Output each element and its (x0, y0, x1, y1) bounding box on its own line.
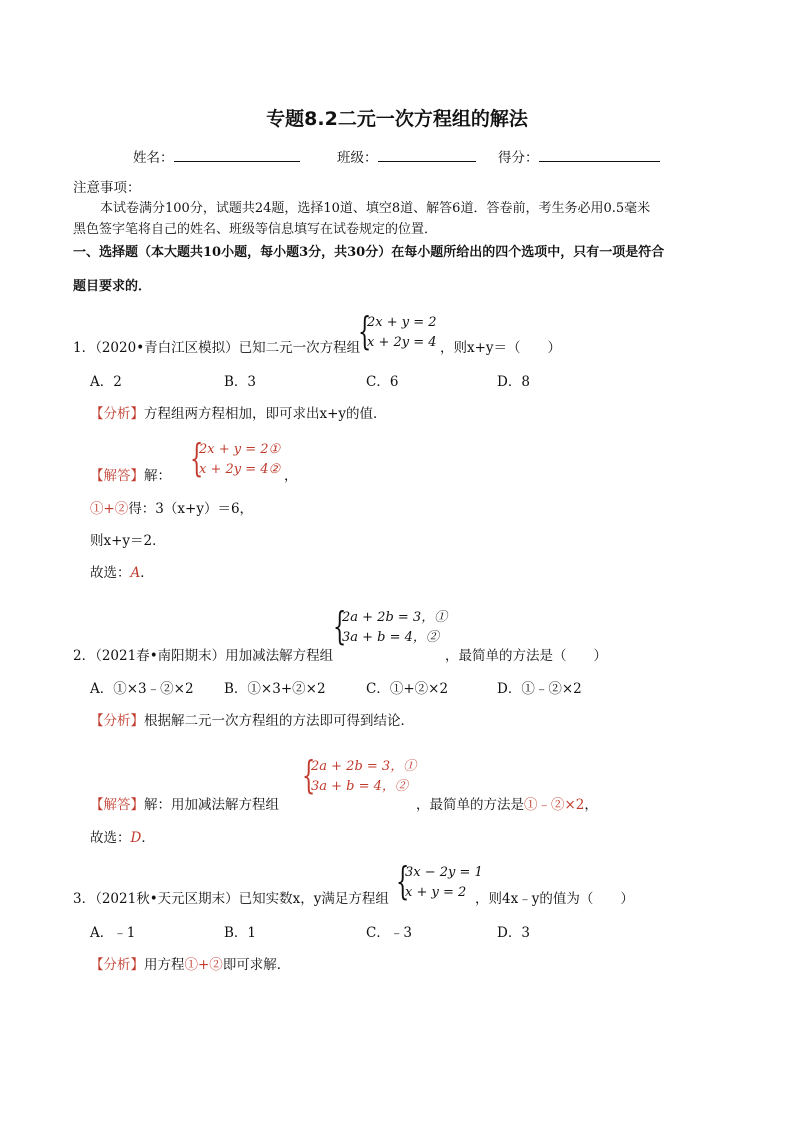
class-blank[interactable] (378, 147, 476, 162)
q2-option-a[interactable]: A．①×3﹣②×2 (90, 681, 194, 697)
solution-prefix: 解： (144, 468, 171, 484)
q2-sol-eq2: 3a + b = 4，② (311, 779, 408, 794)
brace-glyph: { (302, 753, 316, 797)
brace-glyph: { (396, 859, 410, 903)
solution-prefix: 解：用加减法解方程组 (144, 797, 279, 813)
answer-label: 故选： (90, 830, 131, 846)
q2-sol-eq1: 2a + 2b = 3，① (311, 759, 417, 774)
q2-solution-left (90, 795, 279, 815)
q1-sol-eq1: 2x + y = 2① (199, 442, 281, 457)
q2-stem-prefix: 2．（2021春•南阳期末）用加减法解方程组 (73, 648, 334, 664)
q1-answer (90, 563, 154, 583)
q2-analysis (90, 711, 414, 731)
brace-glyph: { (190, 436, 204, 480)
q1-solution-tag-line (90, 466, 171, 486)
solution-tag: 【解答】 (90, 468, 144, 484)
section-heading-line1: 一、选择题（本大题共10小题，每小题3分，共30分）在每小题所给出的四个选项中，只有一项是符合 (73, 245, 665, 260)
analysis-suffix: 即可求解． (222, 957, 291, 973)
answer-end: ． (141, 830, 155, 846)
q1-sol-eq2: x + 2y = 4② (199, 462, 281, 477)
answer-label: 故选： (90, 565, 131, 581)
notes-heading: 注意事项： (73, 180, 141, 196)
q1-step1 (90, 499, 253, 519)
page-title: 专题8.2二元一次方程组的解法 (266, 108, 528, 130)
score-field (498, 147, 660, 168)
section-heading-line2: 题目要求的． (73, 279, 152, 294)
answer-end: ． (140, 565, 154, 581)
q3-stem-suffix: ，则4x﹣y的值为（ ） (475, 891, 634, 907)
name-label: 姓名： (133, 150, 174, 166)
step1-text: 得：3（x+y）＝6， (128, 501, 254, 517)
q2-eq2: 3a + b = 4，② (342, 630, 439, 645)
q1-option-c[interactable]: C．6 (366, 374, 399, 390)
q3-equation-system (396, 859, 486, 905)
q3-analysis (90, 955, 290, 975)
score-blank[interactable] (539, 147, 660, 162)
brace-glyph: { (333, 604, 347, 648)
answer-value: A (130, 565, 141, 581)
q1-option-a[interactable]: A．2 (90, 374, 122, 390)
analysis-prefix: 用方程 (144, 957, 185, 973)
step1-red: ①+② (90, 501, 129, 517)
q1-step2: 则x+y＝2． (90, 533, 166, 549)
solution-suffix: ，最简单的方法是 (416, 797, 524, 813)
q3-eq1: 3x − 2y = 1 (405, 865, 483, 880)
q3-option-b[interactable]: B．1 (224, 925, 257, 941)
name-field (133, 147, 300, 168)
answer-value: D (130, 830, 142, 846)
q1-option-d[interactable]: D．8 (497, 374, 530, 390)
name-blank[interactable] (174, 147, 300, 162)
score-label: 得分： (498, 150, 539, 166)
q1-option-b[interactable]: B．3 (224, 374, 257, 390)
solution-method: ①﹣②×2 (524, 797, 585, 813)
analysis-text: 根据解二元一次方程组的方法即可得到结论． (144, 713, 414, 729)
brace-glyph: { (358, 309, 372, 353)
q3-option-d[interactable]: D．3 (497, 925, 530, 941)
q1-stem-suffix: ，则x+y＝（ ） (440, 340, 562, 356)
analysis-tag: 【分析】 (90, 957, 144, 973)
notes-line2: 黑色签字笔将自己的姓名、班级等信息填写在试卷规定的位置． (73, 222, 438, 237)
q1-equation-system (358, 309, 438, 355)
q2-solution-right (416, 795, 598, 815)
q2-eq1: 2a + 2b = 3，① (342, 610, 448, 625)
q1-analysis (90, 404, 387, 424)
q3-eq2: x + y = 2 (405, 885, 467, 900)
analysis-tag: 【分析】 (90, 713, 144, 729)
q2-option-d[interactable]: D．①﹣②×2 (497, 681, 582, 697)
q3-stem-prefix: 3．（2021秋•天元区期末）已知实数x，y满足方程组 (73, 891, 389, 907)
q1-solution-comma: ， (284, 468, 298, 484)
q1-eq2: x + 2y = 4 (367, 335, 437, 350)
solution-tag: 【解答】 (90, 797, 144, 813)
q2-stem-suffix: ，最简单的方法是（ ） (445, 648, 607, 664)
q3-option-a[interactable]: A．﹣1 (90, 925, 136, 941)
q2-equation-system (333, 604, 453, 650)
q2-option-c[interactable]: C．①+②×2 (366, 681, 449, 697)
solution-end: ， (584, 797, 598, 813)
notes-line1: 本试卷满分100分，试题共24题，选择10道、填空8道、解答6道．答卷前，考生务必用0.5毫米 (100, 201, 651, 216)
q1-stem-prefix: 1．（2020•青白江区模拟）已知二元一次方程组 (73, 340, 361, 356)
q2-option-b[interactable]: B．①×3+②×2 (224, 681, 326, 697)
class-label: 班级： (337, 150, 378, 166)
q1-eq1: 2x + y = 2 (367, 315, 437, 330)
analysis-red: ①+② (184, 957, 223, 973)
analysis-text: 方程组两方程相加，即可求出x+y的值． (144, 406, 387, 422)
q2-solution-system (302, 753, 432, 799)
q1-solution-system (190, 436, 290, 482)
class-field (337, 147, 476, 168)
q2-answer (90, 828, 155, 848)
analysis-tag: 【分析】 (90, 406, 144, 422)
q3-option-c[interactable]: C．﹣3 (366, 925, 412, 941)
